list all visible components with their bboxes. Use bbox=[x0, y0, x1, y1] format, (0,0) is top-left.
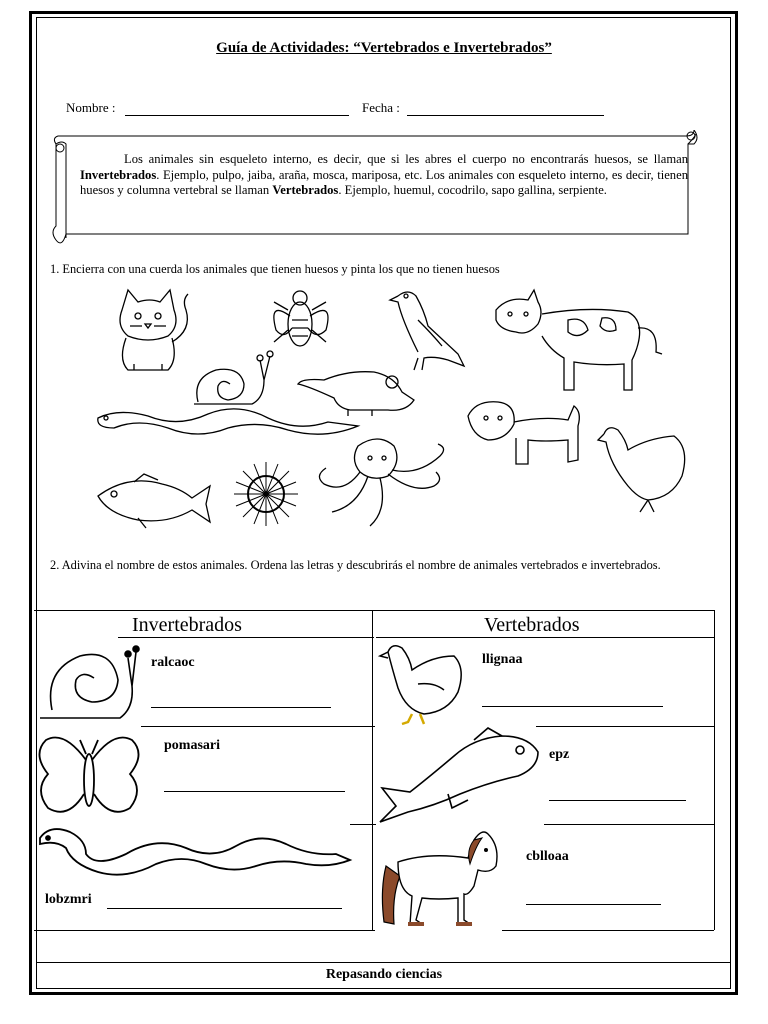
horse-picture bbox=[378, 826, 502, 930]
question-2: 2. Adivina el nombre de estos animales. Ordena las letras y descubrirás el nombre de animales vertebrados e invertebrados. bbox=[50, 558, 661, 572]
hen-drawing bbox=[598, 428, 685, 512]
answer-line-fish[interactable] bbox=[549, 800, 686, 801]
answer-line-snail[interactable] bbox=[151, 707, 331, 708]
sea-urchin-drawing bbox=[234, 462, 298, 526]
animals-illustration bbox=[88, 280, 700, 540]
intro-paragraph: Los animales sin esqueleto interno, es decir, que si les abres el cuerpo no encontrarás huesos, se llaman Invertebrados. Ejemplo, pulpo, jaiba, araña, mosca, mariposa, etc. Los animales con esqueleto interno, es decir, tienen huesos y columna vertebral se llaman Vertebrados. Ejemplo, huemul, cocodrilo, sapo gallina, serpiente. bbox=[80, 152, 688, 197]
cat-drawing bbox=[120, 290, 188, 370]
name-field[interactable] bbox=[125, 103, 349, 116]
octopus-drawing bbox=[319, 439, 443, 526]
butterfly-picture bbox=[34, 730, 144, 822]
scrambled-word-hen: llignaa bbox=[482, 652, 523, 667]
hen-picture bbox=[378, 638, 464, 726]
scrambled-word-snail: ralcaoc bbox=[151, 655, 195, 670]
worm-drawing bbox=[98, 409, 358, 434]
worm-picture bbox=[36, 824, 354, 880]
fly-drawing bbox=[274, 291, 328, 346]
footer-divider bbox=[36, 962, 731, 963]
name-label: Nombre : bbox=[66, 100, 116, 115]
footer-text: Repasando ciencias bbox=[325, 967, 443, 982]
answer-line-hen[interactable] bbox=[482, 706, 663, 707]
answer-line-worm[interactable] bbox=[107, 908, 342, 909]
vertebrates-header: Vertebrados bbox=[484, 614, 580, 636]
name-date-row bbox=[66, 100, 604, 116]
snail-drawing bbox=[194, 351, 273, 404]
fish-picture bbox=[378, 726, 542, 824]
bird-drawing bbox=[390, 292, 464, 370]
date-label: Fecha : bbox=[361, 100, 400, 115]
date-field[interactable] bbox=[407, 103, 604, 116]
snail-picture bbox=[36, 640, 140, 722]
answer-line-horse[interactable] bbox=[526, 904, 661, 905]
mouse-drawing bbox=[298, 372, 414, 416]
fish-drawing bbox=[98, 474, 210, 528]
question-1: 1. Encierra con una cuerda los animales que tienen huesos y pinta los que no tienen huesos bbox=[50, 262, 500, 276]
scrambled-word-butterfly: pomasari bbox=[164, 738, 220, 753]
scrambled-word-horse: cblloaa bbox=[526, 849, 569, 864]
dog-drawing bbox=[468, 402, 579, 464]
answer-line-butterfly[interactable] bbox=[164, 791, 345, 792]
page-title: Guía de Actividades: “Vertebrados e Invertebrados” bbox=[216, 40, 552, 56]
scrambled-word-fish: epz bbox=[549, 747, 570, 762]
invertebrates-header: Invertebrados bbox=[132, 614, 242, 636]
scrambled-word-worm: lobzmri bbox=[45, 892, 92, 907]
cow-drawing bbox=[496, 290, 662, 390]
